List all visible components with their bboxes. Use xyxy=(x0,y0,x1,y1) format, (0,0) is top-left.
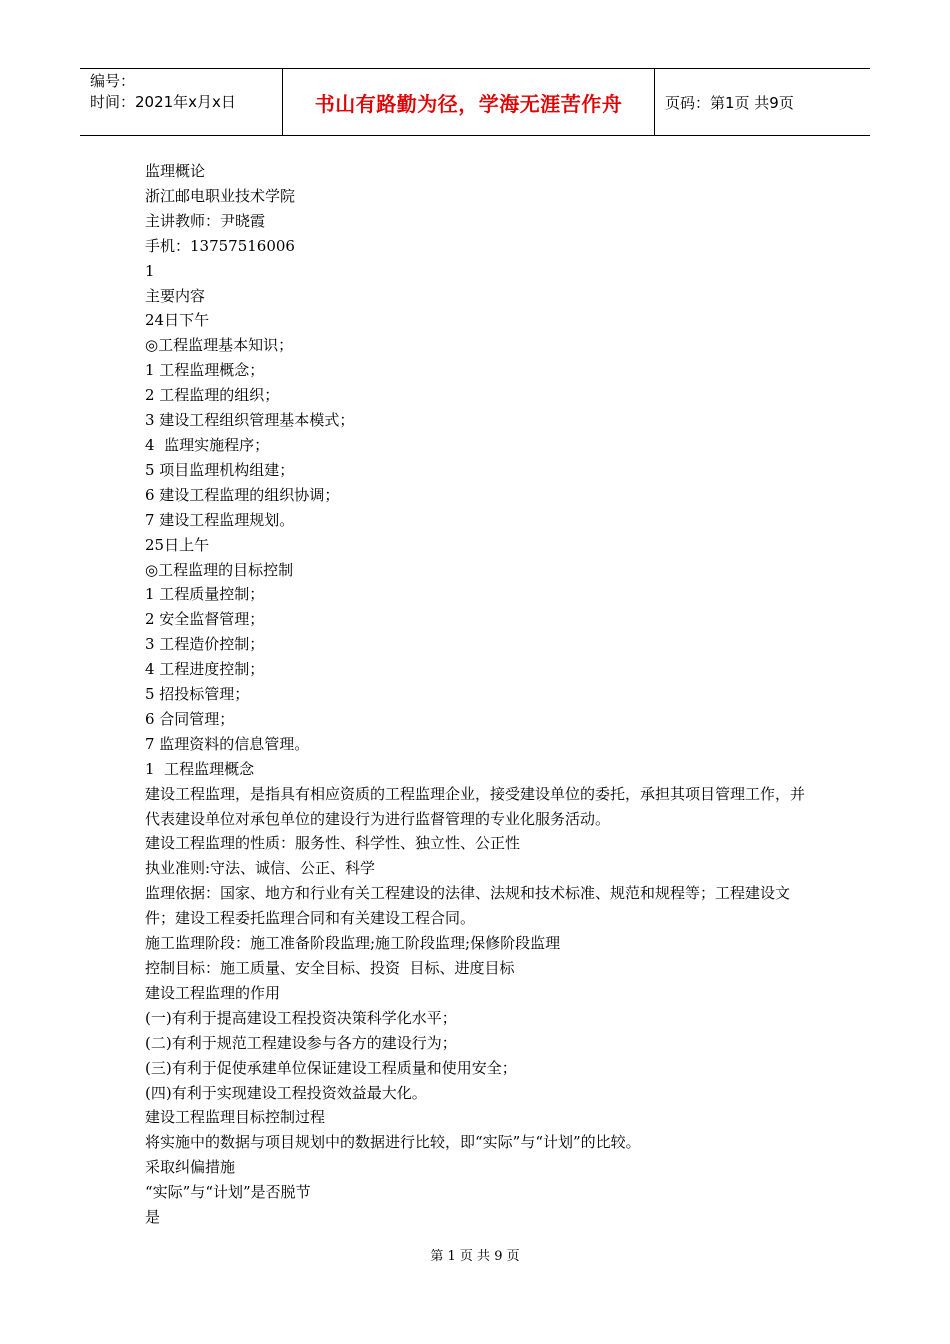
body-line: (一)有利于提高建设工程投资决策科学化水平； xyxy=(145,1008,457,1027)
body-line: 4 工程进度控制； xyxy=(145,660,265,679)
body-line: “实际”与“计划”是否脱节 xyxy=(145,1183,311,1202)
header-motto: 书山有路勤为径，学海无涯苦作舟 xyxy=(283,69,655,135)
body-line: (二)有利于规范工程建设参与各方的建设行为； xyxy=(145,1033,457,1052)
body-line: 建设工程监理的作用 xyxy=(145,983,281,1002)
body-line: 施工监理阶段：施工准备阶段监理;施工阶段监理;保修阶段监理 xyxy=(145,934,561,953)
header-page-label: 页码：第1页 共9页 xyxy=(665,93,794,112)
body-line: 建设工程监理目标控制过程 xyxy=(145,1108,326,1127)
body-line: 4 监理实施程序； xyxy=(145,435,270,454)
body-line: 5 项目监理机构组建； xyxy=(145,460,295,479)
page-header xyxy=(80,68,870,136)
body-line: 2 工程监理的组织； xyxy=(145,386,280,405)
body-line: ◎工程监理基本知识； xyxy=(145,336,294,355)
body-line: ◎工程监理的目标控制 xyxy=(145,560,294,579)
body-line: 采取纠偏措施 xyxy=(145,1158,236,1177)
body-line: 手机：13757516006 xyxy=(145,236,295,255)
document-number-label: 编号： xyxy=(90,72,136,90)
body-line: 3 工程造价控制； xyxy=(145,635,265,654)
body-line: (三)有利于促使承建单位保证建设工程质量和使用安全； xyxy=(145,1058,517,1077)
body-line: 6 合同管理； xyxy=(145,709,235,728)
header-meta xyxy=(80,69,283,135)
document-body xyxy=(145,159,815,1230)
body-line: 1 工程质量控制； xyxy=(145,585,265,604)
body-line: 5 招投标管理； xyxy=(145,685,250,704)
document-time-label: 时间：2021年x月x日 xyxy=(90,93,236,111)
body-line: 建设工程监理，是指具有相应资质的工程监理企业，接受建设单位的委托，承担其项目管理工作，并代表建设单位对承包单位的建设行为进行监督管理的专业化服务活动。 xyxy=(145,784,806,828)
body-line: 2 安全监督管理； xyxy=(145,610,265,629)
body-line: 1 工程监理概念 xyxy=(145,759,255,778)
body-line: 7 建设工程监理规划。 xyxy=(145,510,295,529)
body-line: 主要内容 xyxy=(145,286,206,305)
body-line: 7 监理资料的信息管理。 xyxy=(145,734,310,753)
body-line: 25日上午 xyxy=(145,535,210,554)
body-line: (四)有利于实现建设工程投资效益最大化。 xyxy=(145,1083,427,1102)
body-line: 监理依据：国家、地方和行业有关工程建设的法律、法规和技术标准、规范和规程等；工程建设文件；建设工程委托监理合同和有关建设工程合同。 xyxy=(145,884,791,928)
body-line: 1 xyxy=(145,261,155,280)
body-line: 建设工程监理的性质：服务性、科学性、独立性、公正性 xyxy=(145,834,521,853)
body-line: 主讲教师：尹晓霞 xyxy=(145,211,266,230)
body-line: 将实施中的数据与项目规划中的数据进行比较，即“实际”与“计划”的比较。 xyxy=(145,1133,641,1152)
body-line: 1 工程监理概念； xyxy=(145,361,265,380)
body-line: 控制目标：施工质量、安全目标、投资 目标、进度目标 xyxy=(145,959,515,977)
body-line: 6 建设工程监理的组织协调； xyxy=(145,485,340,504)
body-line: 是 xyxy=(145,1208,161,1227)
body-line: 浙江邮电职业技术学院 xyxy=(145,186,296,205)
footer-page-number: 第 1 页 共 9 页 xyxy=(430,1249,520,1264)
body-line: 24日下午 xyxy=(145,311,210,330)
page-footer xyxy=(0,1245,950,1264)
body-line: 监理概论 xyxy=(145,162,206,180)
body-line: 3 建设工程组织管理基本模式； xyxy=(145,411,355,430)
body-line: 执业准则:守法、诚信、公正、科学 xyxy=(145,859,376,878)
